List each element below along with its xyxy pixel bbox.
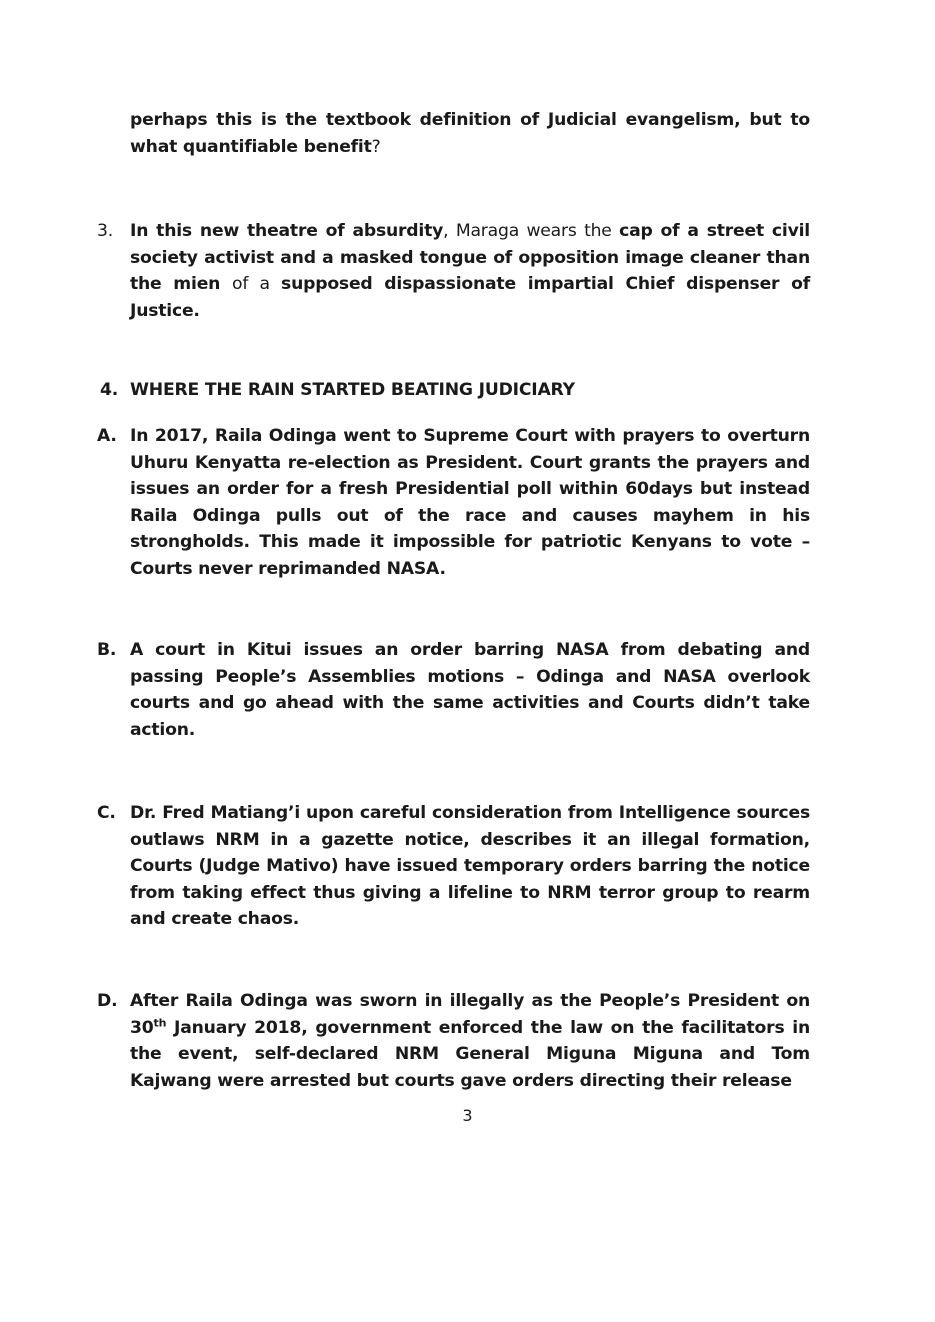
ordinal-suffix: th (153, 1015, 167, 1029)
text-run: cap of a street civil society activist and a masked tongue of opposition image cleaner than the mien (130, 221, 811, 294)
section-heading (100, 380, 575, 400)
list-item-a (97, 423, 810, 582)
list-marker: A. (97, 426, 117, 446)
list-item-text: January 2018, government enforced the law on the facilitators in the event, self-declared NRM General Miguna Miguna and Tom Kajwang were arrested but courts gave orders directing their release (130, 1017, 810, 1091)
list-item-d (97, 988, 810, 1094)
list-item-text: In 2017, Raila Odinga went to Supreme Court with prayers to overturn Uhuru Kenyatta re-election as President. Court grants the prayers and issues an order for a fresh Presidential poll within 60days but instead Raila Odinga pulls out of the race and causes mayhem in his strongholds. This made it impossible for patriotic Kenyans to vote – Courts never reprimanded NASA. (130, 426, 810, 579)
section-number: 4. (100, 380, 119, 400)
list-item-text: A court in Kitui issues an order barring NASA from debating and passing People’s Assemblies motions – Odinga and NASA overlook courts and go ahead with the same activities and Courts didn’t take action. (130, 640, 810, 740)
text-run: , Maraga wears the (443, 221, 620, 241)
text-run: of a (232, 274, 282, 294)
list-marker: 3. (97, 221, 113, 241)
list-item-b (97, 637, 810, 743)
page-number: 3 (462, 1106, 473, 1125)
text-run: perhaps this is the textbook definition of Judicial evangelism, but to what quantifiable benefit (130, 110, 810, 157)
text-run: supposed dispassionate impartial Chief dispenser of Justice. (130, 274, 810, 321)
paragraph-point-3 (97, 218, 811, 324)
list-item-c (97, 800, 810, 933)
section-title: WHERE THE RAIN STARTED BEATING JUDICIARY (130, 380, 575, 400)
list-item-text: After Raila Odinga was sworn in illegally as the People’s President on 30 (130, 991, 810, 1038)
text-run: In this new theatre of absurdity (130, 221, 444, 241)
paragraph-intro-continuation (130, 107, 810, 160)
list-marker: B. (97, 640, 117, 660)
text-run: ? (371, 136, 381, 157)
list-item-text: Dr. Fred Matiang’i upon careful consideration from Intelligence sources outlaws NRM in a gazette notice, describes it an illegal formation, Courts (Judge Mativo) have issued temporary orders barring the notice from taking effect thus giving a lifeline to NRM terror group to rearm and create chaos. (130, 803, 810, 929)
list-marker: D. (97, 991, 118, 1011)
list-marker: C. (97, 803, 116, 823)
